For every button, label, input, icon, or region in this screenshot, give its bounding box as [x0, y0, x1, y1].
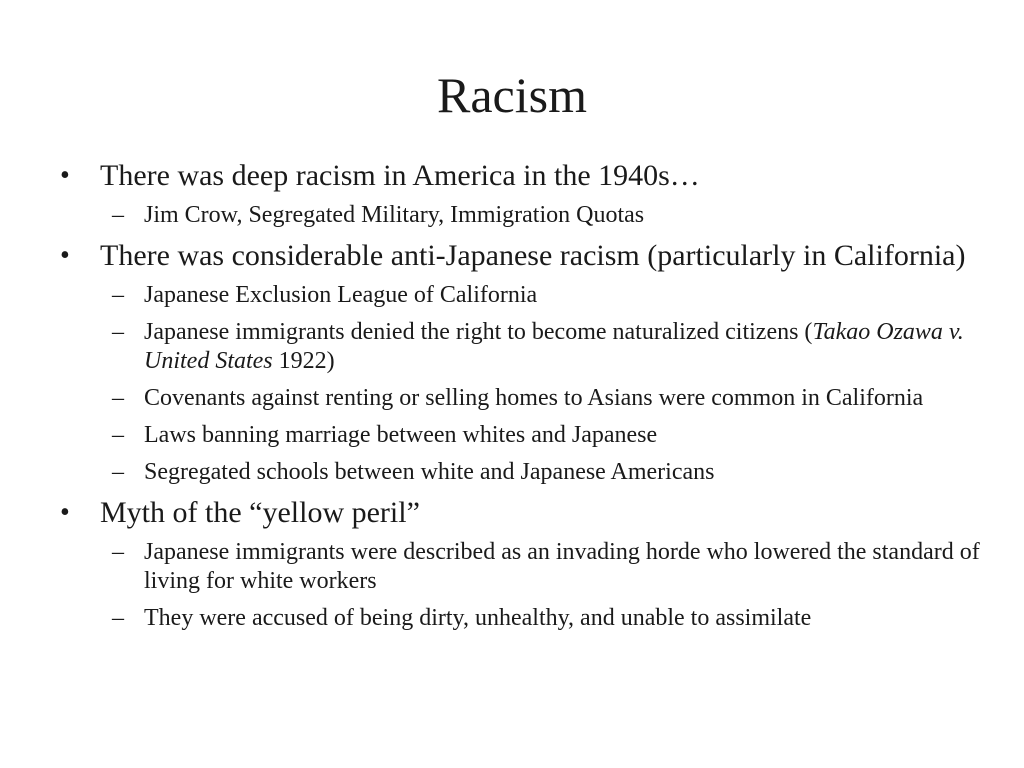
sub-bullet-marker: –	[112, 319, 124, 345]
sub-bullet-marker: –	[112, 202, 124, 228]
bullet-text: Myth of the “yellow peril”	[100, 496, 420, 529]
sub-bullet-text: They were accused of being dirty, unhealthy, and unable to assimilate	[144, 605, 812, 631]
slide-title: Racism	[437, 67, 587, 123]
bullet-item	[52, 238, 992, 273]
bullet-text: There was considerable anti-Japanese racism (particularly in California)	[100, 239, 966, 272]
sub-bullet-marker: –	[112, 605, 124, 631]
sub-bullet-marker: –	[112, 459, 124, 485]
sub-bullet-item	[52, 421, 992, 450]
sub-bullet-text-post: 1922)	[272, 348, 335, 374]
bullet-marker: •	[60, 497, 70, 528]
slide-body	[52, 158, 992, 633]
sub-bullet-text: Jim Crow, Segregated Military, Immigration Quotas	[144, 202, 645, 228]
sub-bullet-item	[52, 604, 992, 633]
sub-bullet-text: Segregated schools between white and Japanese Americans	[144, 459, 715, 485]
sub-bullet-item	[52, 201, 992, 230]
sub-bullet-item	[52, 538, 992, 596]
bullet-item	[52, 158, 992, 193]
sub-bullet-item	[52, 384, 992, 413]
sub-bullet-text: Japanese immigrants were described as an invading horde who lowered the standard of living for white workers	[144, 539, 980, 594]
bullet-marker: •	[60, 240, 70, 271]
sub-bullet-text-pre: Japanese immigrants denied the right to become naturalized citizens (	[144, 319, 813, 345]
case-citation: Takao Ozawa v. United States	[144, 319, 964, 374]
sub-bullet-marker: –	[112, 539, 124, 565]
sub-bullet-text: Japanese Exclusion League of California	[144, 282, 538, 308]
sub-bullet-marker: –	[112, 282, 124, 308]
sub-bullet-item	[52, 281, 992, 310]
bullet-marker: •	[60, 160, 70, 191]
sub-bullet-text	[144, 319, 964, 374]
bullet-text: There was deep racism in America in the 1940s…	[100, 159, 700, 192]
sub-bullet-marker: –	[112, 385, 124, 411]
sub-bullet-text: Covenants against renting or selling homes to Asians were common in California	[144, 385, 924, 411]
sub-bullet-marker: –	[112, 422, 124, 448]
sub-bullet-text: Laws banning marriage between whites and Japanese	[144, 422, 658, 448]
bullet-item	[52, 495, 992, 530]
sub-bullet-item	[52, 458, 992, 487]
sub-bullet-item	[52, 318, 992, 376]
